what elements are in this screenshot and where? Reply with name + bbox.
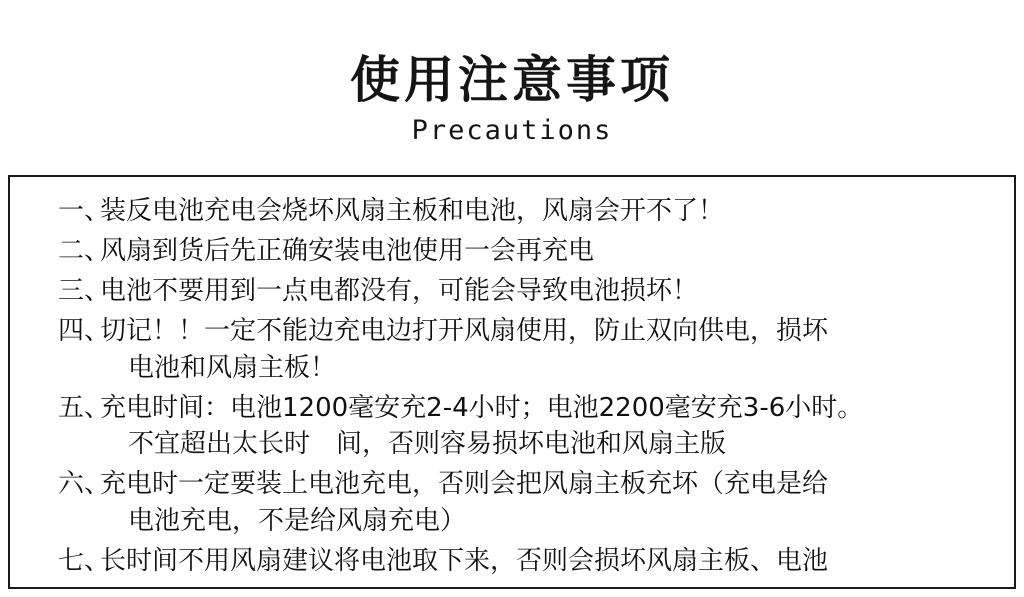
item-text bbox=[100, 466, 996, 540]
item-marker: 七、 bbox=[58, 546, 111, 577]
item-marker: 二、 bbox=[58, 235, 111, 266]
item-line: 装反电池充电会烧坏风扇主板和电池，风扇会开不了！ bbox=[100, 196, 725, 226]
precaution-item bbox=[28, 273, 996, 310]
item-line: 电池充电，不是给风扇充电） bbox=[128, 506, 467, 537]
item-marker: 五、 bbox=[58, 392, 111, 423]
precaution-item bbox=[28, 543, 996, 580]
precaution-item bbox=[28, 233, 996, 270]
precaution-item bbox=[28, 313, 996, 387]
item-text bbox=[100, 390, 996, 464]
item-line: 电池和风扇主板！ bbox=[128, 352, 337, 383]
item-line: 电池不要用到一点电都没有，可能会导致电池损坏！ bbox=[100, 275, 699, 306]
item-text bbox=[100, 313, 996, 387]
page-title-chinese: 使用注意事项 bbox=[350, 50, 674, 109]
item-marker: 一、 bbox=[58, 196, 111, 226]
item-text bbox=[100, 193, 996, 230]
item-line: 不宜超出太长时 间，否则容易损坏电池和风扇主版 bbox=[128, 429, 727, 460]
item-marker: 三、 bbox=[58, 275, 111, 306]
item-text bbox=[100, 233, 996, 270]
page-title-english: Precautions bbox=[411, 115, 613, 146]
precaution-item bbox=[28, 466, 996, 540]
title-block bbox=[0, 0, 1024, 146]
item-line: 充电时间：电池1200毫安充2-4小时；电池2200毫安充3-6小时。 bbox=[100, 392, 864, 423]
item-line: 风扇到货后先正确安装电池使用一会再充电 bbox=[100, 235, 595, 266]
item-marker: 六、 bbox=[58, 469, 111, 500]
item-text bbox=[100, 273, 996, 310]
item-text bbox=[100, 543, 996, 580]
item-marker: 四、 bbox=[58, 315, 111, 346]
item-line: 充电时一定要装上电池充电，否则会把风扇主板充坏（充电是给 bbox=[100, 469, 829, 500]
item-line: 切记！！一定不能边充电边打开风扇使用，防止双向供电，损坏 bbox=[100, 315, 829, 346]
precautions-box bbox=[8, 175, 1016, 589]
item-line: 长时间不用风扇建议将电池取下来，否则会损坏风扇主板、电池 bbox=[100, 546, 829, 577]
precaution-item bbox=[28, 390, 996, 464]
precaution-item bbox=[28, 193, 996, 230]
